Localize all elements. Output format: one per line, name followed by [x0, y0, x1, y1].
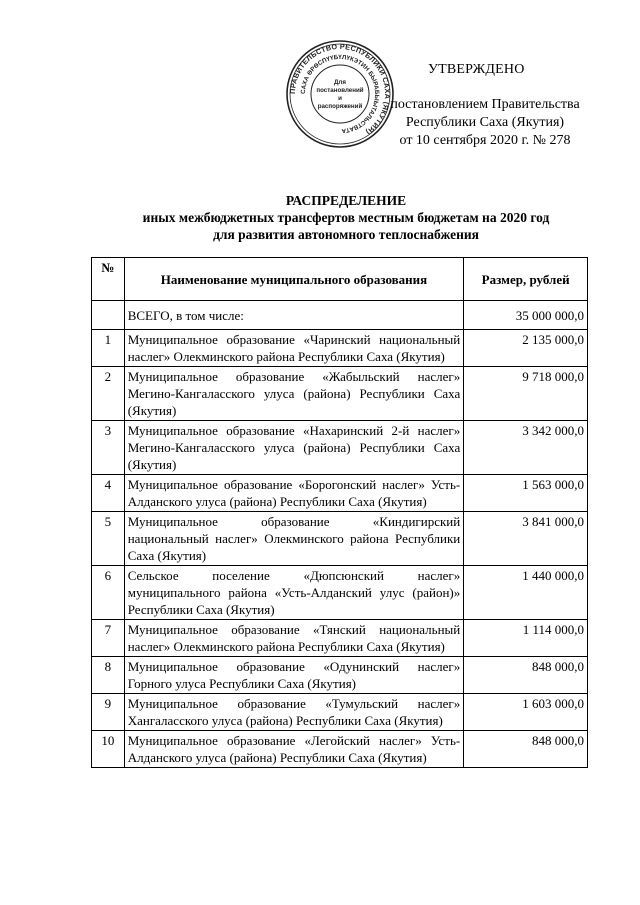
approval-details	[375, 96, 595, 150]
svg-text:ПРАВИТЕЛЬСТВО РЕСПУБЛИКИ САХА: ПРАВИТЕЛЬСТВО РЕСПУБЛИКИ САХА (ЯКУТИЯ)	[287, 41, 393, 137]
total-label: ВСЕГО, в том числе:	[124, 301, 464, 330]
row-amount: 9 718 000,0	[464, 367, 588, 421]
row-num: 8	[92, 657, 125, 694]
approval-line: Республики Саха (Якутия)	[405, 115, 565, 130]
distribution-table	[91, 257, 588, 768]
approved-label: УТВЕРЖДЕНО	[428, 62, 525, 77]
row-amount: 1 603 000,0	[464, 694, 588, 731]
header-name: Наименование муниципального образования	[124, 258, 464, 301]
document-title	[96, 192, 596, 243]
row-name: Муниципальное образование «Тумульский наслег» Хангаласского улуса (района) Республики Саха (Якутия)	[124, 694, 464, 731]
row-num: 7	[92, 620, 125, 657]
svg-text:САХА ӨРӨСПҮҮБҮЛҮКЭТИН БЫРАБЫЫТ: САХА ӨРӨСПҮҮБҮЛҮКЭТИН БЫРАБЫЫТАЛЬСТВАТА	[299, 53, 381, 135]
row-amount: 1 563 000,0	[464, 475, 588, 512]
total-amount: 35 000 000,0	[464, 301, 588, 330]
row-amount: 1 440 000,0	[464, 566, 588, 620]
row-amount: 3 342 000,0	[464, 421, 588, 475]
row-name: Муниципальное образование «Жабыльский наслег» Мегино-Кангаласского улуса (района) Республики Саха (Якутия)	[124, 367, 464, 421]
row-num: 1	[92, 330, 125, 367]
row-num: 5	[92, 512, 125, 566]
table-row	[92, 330, 588, 367]
row-name: Муниципальное образование «Одунинский наслег» Горного улуса Республики Саха (Якутия)	[124, 657, 464, 694]
row-name: Муниципальное образование «Тянский национальный наслег» Олекминского района Республики Саха (Якутия)	[124, 620, 464, 657]
approval-line: от 10 сентября 2020 г. № 278	[399, 133, 571, 148]
row-name: Муниципальное образование «Киндигирский национальный наслег» Олекминского района Республики Саха (Якутия)	[124, 512, 464, 566]
total-row	[92, 301, 588, 330]
table-header-row	[92, 258, 588, 301]
title-line: для развития автономного теплоснабжения	[213, 227, 479, 242]
row-amount: 3 841 000,0	[464, 512, 588, 566]
table-row	[92, 620, 588, 657]
table-row	[92, 421, 588, 475]
table-row	[92, 566, 588, 620]
row-amount: 848 000,0	[464, 731, 588, 768]
table-row	[92, 694, 588, 731]
row-amount: 848 000,0	[464, 657, 588, 694]
table-row	[92, 367, 588, 421]
table-row	[92, 475, 588, 512]
row-name: Муниципальное образование «Нахаринский 2-й наслег» Мегино-Кангаласского улуса (района) Республики Саха (Якутия)	[124, 421, 464, 475]
table-row	[92, 657, 588, 694]
row-amount: 2 135 000,0	[464, 330, 588, 367]
approval-line: постановлением Правительства	[390, 97, 580, 112]
row-num: 4	[92, 475, 125, 512]
title-line: РАСПРЕДЕЛЕНИЕ	[285, 193, 407, 208]
row-num: 3	[92, 421, 125, 475]
total-num-cell	[92, 301, 125, 330]
row-num: 6	[92, 566, 125, 620]
svg-text:Дляпостановленийираспоряжений: Для постановлений и распоряжений	[316, 79, 364, 110]
row-name: Муниципальное образование «Чаринский национальный наслег» Олекминского района Республики Саха (Якутия)	[124, 330, 464, 367]
row-num: 9	[92, 694, 125, 731]
table-row	[92, 731, 588, 768]
table-row	[92, 512, 588, 566]
row-num: 2	[92, 367, 125, 421]
header-amount: Размер, рублей	[464, 258, 588, 301]
row-amount: 1 114 000,0	[464, 620, 588, 657]
header-num: №	[92, 258, 125, 301]
row-name: Сельское поселение «Дюпсюнский наслег» муниципального района «Усть-Алданский улус (район)» Республики Саха (Якутия)	[124, 566, 464, 620]
row-name: Муниципальное образование «Легойский наслег» Усть-Алданского улуса (района) Республики Саха (Якутия)	[124, 731, 464, 768]
row-num: 10	[92, 731, 125, 768]
title-line: иных межбюджетных трансфертов местным бюджетам на 2020 год	[142, 210, 550, 225]
row-name: Муниципальное образование «Борогонский наслег» Усть-Алданского улуса (района) Республики Саха (Якутия)	[124, 475, 464, 512]
